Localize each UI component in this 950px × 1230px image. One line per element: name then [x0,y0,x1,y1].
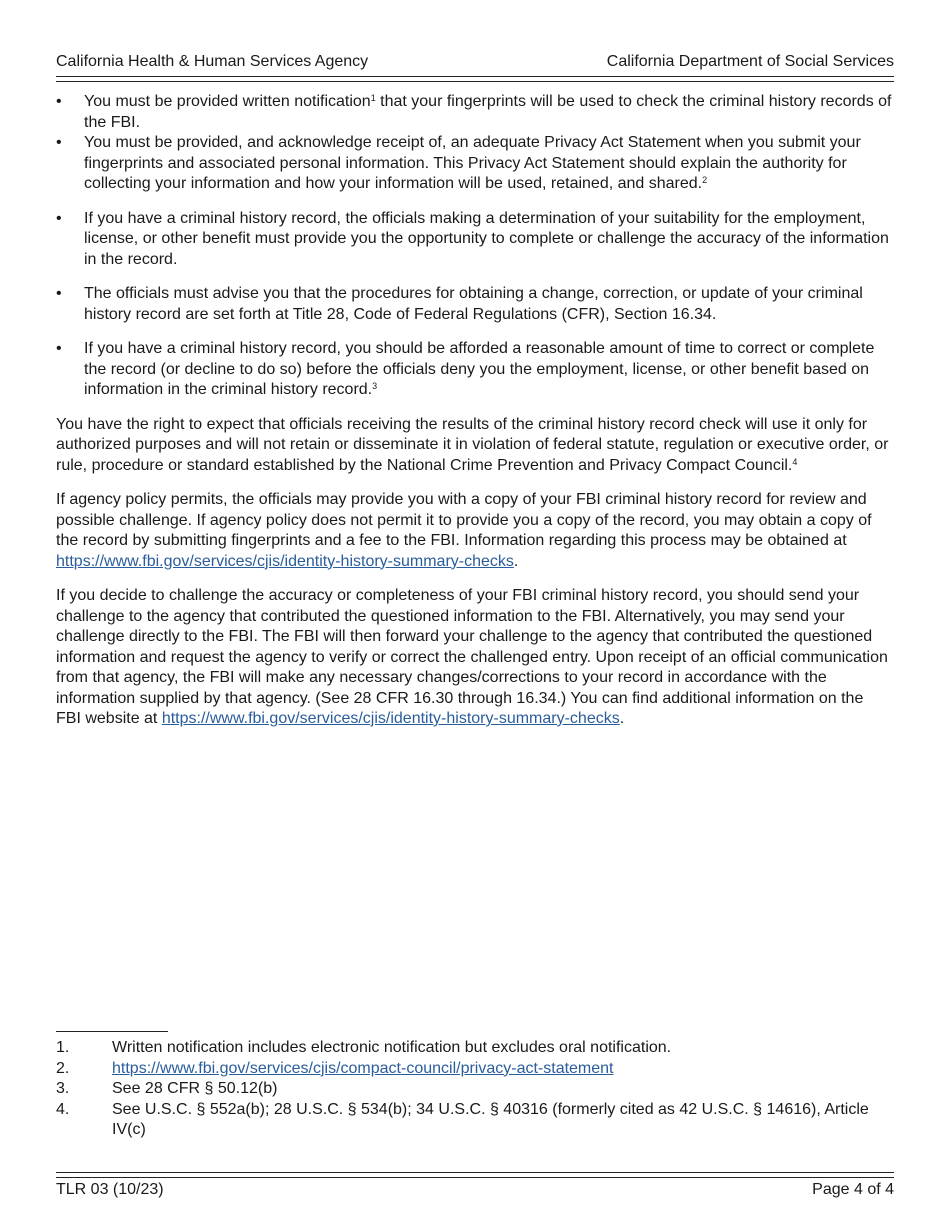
list-item: • If you have a criminal history record, the officials making a determination of your suitability for the employment, license, or other benefit must provide you the opportunity to complete or challenge the accuracy of the information in the record. [56,209,892,271]
paragraph-record-copy: If agency policy permits, the officials may provide you with a copy of your FBI criminal history record for review and possible challenge. If agency policy does not permit it to provide you a copy of the record, you may obtain a copy of the record by submitting fingerprints and a fee to the FBI. Information regarding this process may be obtained at https://www.fbi.gov/services/cjis/identity-history-summary-checks. [56,491,872,570]
page-header [56,52,894,72]
footnote: 1. Written notification includes electronic notification but excludes oral notification. [56,1039,672,1056]
footnote-separator [56,1031,168,1032]
footnote-ref: 1 [370,93,376,103]
footnotes [56,1038,870,1141]
footnote: 4. See U.S.C. § 552a(b); 28 U.S.C. § 534(b); 34 U.S.C. § 40316 (formerly cited as 42 U.S.C. § 14616), Article IV(c) [56,1100,869,1138]
footnote-ref: 2 [702,175,708,185]
page-number: Page 4 of 4 [812,1181,894,1198]
footnote-ref: 4 [792,456,798,467]
department-name: California Department of Social Services [606,53,894,70]
list-item: • If you have a criminal history record, you should be afforded a reasonable amount of time to correct or complete the record (or decline to do so) before the officials deny you the employment, license, or other benefit based on information in the criminal history record.$^3$ [56,339,892,401]
header-rule [56,76,894,82]
fbi-website-link[interactable]: https://www.fbi.gov/services/cjis/identity-history-summary-checks [161,710,620,727]
rights-list [56,92,892,401]
paragraph-challenge: If you decide to challenge the accuracy or completeness of your FBI criminal history record, you should send your challenge to the agency that contributed the questioned information to the FBI. Alternatively, you may send your challenge directly to the FBI. The FBI will then forward your challenge to the agency that contributed the questioned information and request the agency to verify or correct the challenged entry. Upon receipt of an official communication from that agency, the FBI will make any necessary changes/corrections to your record in accordance with the information supplied by that agency. (See 28 CFR 16.30 through 16.34.) You can find additional information on the FBI website at https://www.fbi.gov/services/cjis/identity-history-summary-checks. [56,587,888,727]
footnote-ref: 3 [372,381,378,391]
privacy-act-link[interactable]: https://www.fbi.gov/services/cjis/compact-council/privacy-act-statement [112,1059,614,1077]
list-item: • You must be provided written notification$^1$ that your fingerprints will be used to check the criminal history records of the FBI. [56,92,892,133]
page-body [56,92,892,730]
form-number: TLR 03 (10/23) [56,1181,164,1198]
footnote: 2. https://www.fbi.gov/services/cjis/compact-council/privacy-act-statement [56,1059,870,1080]
page-footer [56,1180,894,1200]
footnote: 3. See 28 CFR § 50.12(b) [56,1080,278,1097]
list-item: • You must be provided, and acknowledge receipt of, an adequate Privacy Act Statement when you submit your fingerprints and associated personal information. This Privacy Act Statement should explain the authority for collecting your information and how your information will be used, retained, and shared.$^2$ [56,133,892,195]
paragraph-authorized-use: You have the right to expect that officials receiving the results of the criminal history record check will use it only for authorized purposes and will not retain or disseminate it in violation of federal statute, regulation or executive order, or rule, procedure or standard established by the National Crime Prevention and Privacy Compact Council.$^4$ [56,415,889,474]
agency-name: California Health & Human Services Agency [56,53,369,70]
list-item: • The officials must advise you that the procedures for obtaining a change, correction, or update of your criminal history record are set forth at Title 28, Code of Federal Regulations (CFR), Section 16.34. [56,284,892,325]
identity-history-link[interactable]: https://www.fbi.gov/services/cjis/identity-history-summary-checks [56,552,514,570]
footer-rule [56,1172,894,1178]
